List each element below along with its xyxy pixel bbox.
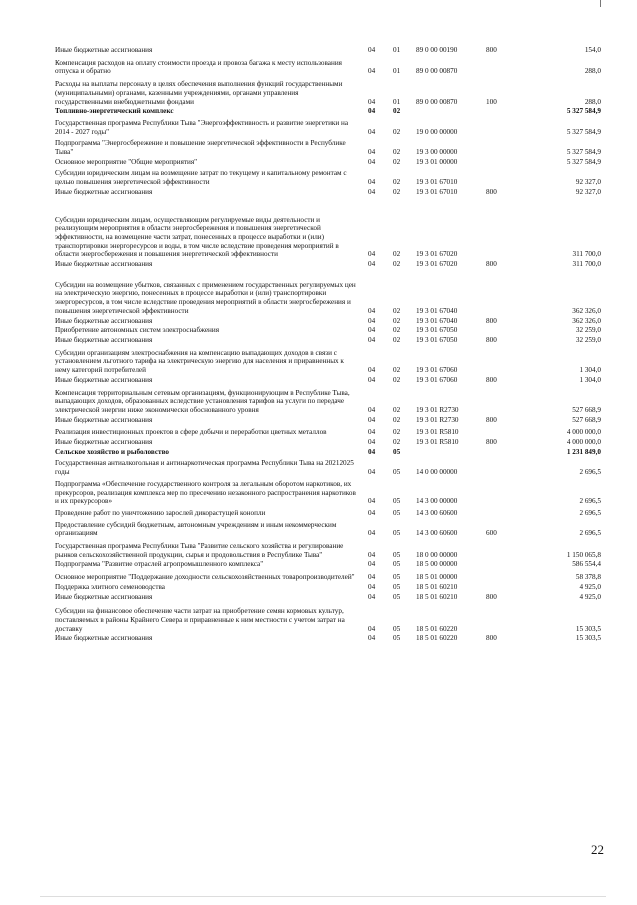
row-expense-type-code [486, 538, 521, 559]
row-name: Топливно-энергетический комплекс [55, 107, 174, 116]
row-target-code: 19 3 01 67060 [416, 375, 458, 384]
row-target-code: 19 3 01 67010 [416, 178, 458, 187]
row-expense-type-code [486, 55, 521, 76]
table-row [55, 447, 603, 457]
row-section-code: 04 [368, 624, 376, 633]
row-target-code: 18 5 01 60220 [416, 624, 458, 633]
row-section-code: 04 [368, 560, 376, 569]
row-subsection-code: 05 [393, 529, 401, 538]
table-row [55, 456, 603, 476]
row-amount: 4 925,0 [579, 592, 601, 601]
row-subsection-code: 01 [393, 67, 401, 76]
row-section-code: 04 [368, 582, 376, 591]
row-name: Государственная программа Республики Тыва "Энергоэффективность и развитие энергетики на 2014 - 2027 годы" [55, 118, 349, 136]
row-section-code: 04 [368, 366, 376, 375]
row-section-code: 04 [368, 306, 376, 315]
budget-table-body [55, 46, 603, 643]
row-name: Подпрограмма "Развитие отраслей агропромышленного комплекса" [55, 560, 264, 569]
row-target-code: 19 3 01 R5810 [416, 438, 459, 447]
row-name: Иные бюджетные ассигнования [55, 634, 153, 643]
row-expense-type-code [486, 506, 521, 518]
row-target-code: 19 3 01 00000 [416, 157, 458, 166]
row-expense-type-code: 800 [486, 375, 497, 384]
row-subsection-code: 05 [393, 592, 401, 601]
row-target-code: 19 3 01 67040 [416, 306, 458, 315]
row-subsection-code: 02 [393, 127, 401, 136]
row-subsection-code: 02 [393, 260, 401, 269]
row-expense-type-code: 800 [486, 316, 497, 325]
row-target-code: 19 3 01 67020 [416, 260, 458, 269]
row-amount: 311 700,0 [572, 260, 601, 269]
row-subsection-code: 02 [393, 415, 401, 424]
row-amount: 311 700,0 [572, 250, 601, 259]
row-expense-type-code [486, 136, 521, 156]
row-name: Иные бюджетные ассигнования [55, 316, 153, 325]
table-row [55, 437, 603, 447]
row-name: Иные бюджетные ассигнования [55, 260, 153, 269]
row-target-code: 19 3 01 67040 [416, 316, 458, 325]
row-expense-type-code: 600 [486, 529, 497, 538]
row-expense-type-code: 800 [486, 187, 497, 196]
row-name: Расходы на выплаты персоналу в целях обеспечения выполнения функций государственными (муниципальными) органами, казенными учреждениями, органами управления государственными внебюджетными фондами [55, 80, 343, 106]
table-row [55, 633, 603, 643]
row-target-code [414, 106, 486, 116]
table-row [55, 325, 603, 335]
row-expense-type-code [486, 456, 521, 476]
table-row [55, 316, 603, 326]
table-row [55, 46, 603, 55]
row-amount: 5 327 584,9 [566, 148, 601, 157]
table-row [55, 259, 603, 269]
row-amount: 4 000 000,0 [566, 438, 601, 447]
row-name: Субсидии юридическим лицам, осуществляющим регулируемые виды деятельности и реализующим мероприятия в области энергосбережения и повышения энергетической эффективности, на возмещение части затрат, понесенных в процессе выработки и (или) транспортировки энергоресурсов и воды, в том числе вследствие проведения мероприятий в области энергосбережения и повышения энергетической эффективности [55, 215, 339, 259]
row-amount: 1 304,0 [579, 366, 601, 375]
row-section-code: 04 [368, 634, 376, 643]
row-amount: 1 231 849,0 [566, 447, 601, 456]
row-subsection-code: 05 [393, 624, 401, 633]
table-row [55, 116, 603, 136]
row-section-code: 04 [368, 187, 376, 196]
page-number: 22 [591, 842, 604, 857]
row-amount: 527 668,9 [572, 405, 601, 414]
row-subsection-code: 02 [393, 157, 401, 166]
row-subsection-code: 02 [393, 375, 401, 384]
row-expense-type-code [486, 385, 521, 415]
row-section-code: 04 [368, 428, 376, 437]
row-subsection-code: 05 [393, 468, 401, 477]
row-section-code: 04 [368, 178, 376, 187]
row-target-code: 19 3 01 R5810 [416, 428, 459, 437]
row-target-code: 19 3 01 67010 [416, 187, 458, 196]
row-name: Основное мероприятие "Общие мероприятия" [55, 157, 198, 166]
row-name: Компенсация территориальным сетевым организациям, функционирующим в Республике Тыва, выпадающих доходов, образованных вследствие установления тарифов на услуги по передаче электрической энергии ниже экономически обоснованного уровня [55, 388, 350, 414]
row-expense-type-code: 800 [486, 415, 497, 424]
footer-line [40, 896, 606, 897]
row-subsection-code: 05 [393, 560, 401, 569]
row-name: Иные бюджетные ассигнования [55, 592, 153, 601]
row-amount: 288,0 [584, 67, 601, 76]
row-target-code: 19 3 00 00000 [416, 148, 458, 157]
row-name: Субсидии юридическим лицам на возмещение затрат по текущему и капитальному ремонтам с целью повышения энергетической эффективности [55, 169, 347, 187]
table-row [55, 477, 603, 506]
row-section-code: 04 [368, 447, 376, 456]
row-target-code: 19 3 01 67050 [416, 326, 458, 335]
row-expense-type-code [486, 269, 521, 316]
row-amount: 4 000 000,0 [566, 428, 601, 437]
row-target-code: 89 0 00 00870 [416, 67, 458, 76]
row-expense-type-code [486, 477, 521, 506]
row-expense-type-code [486, 582, 521, 592]
row-amount: 5 327 584,9 [566, 107, 601, 116]
row-name: Основное мероприятие "Поддержание доходности сельскохозяйственных товаропроизводителей" [55, 573, 355, 582]
row-amount: 5 327 584,9 [566, 157, 601, 166]
row-section-code: 04 [368, 148, 376, 157]
row-expense-type-code [486, 569, 521, 582]
row-name: Приобретение автономных систем электроснабжения [55, 326, 220, 335]
row-target-code [414, 447, 486, 457]
row-target-code: 18 5 01 00000 [416, 573, 458, 582]
row-section-code: 04 [368, 497, 376, 506]
row-name: Компенсация расходов на оплату стоимости проезда и провоза багажа к месту использования отпуска и обратно [55, 58, 342, 76]
table-row [55, 55, 603, 76]
row-name: Поддержка элитного семеноводства [55, 582, 165, 591]
row-section-code: 04 [368, 375, 376, 384]
row-name: Государственная программа Республики Тыва "Развитие сельского хозяйства и регулирование рынков сельскохозяйственной продукции, сырья и продовольствия в Республике Тыва" [55, 542, 344, 559]
row-target-code: 18 5 00 00000 [416, 560, 458, 569]
row-section-code: 04 [368, 550, 376, 559]
row-section-code: 04 [368, 250, 376, 259]
row-subsection-code: 05 [393, 634, 401, 643]
row-target-code: 19 3 01 67050 [416, 335, 458, 344]
row-section-code: 04 [368, 415, 376, 424]
row-subsection-code: 02 [393, 366, 401, 375]
row-subsection-code: 02 [393, 107, 401, 116]
row-subsection-code: 02 [393, 405, 401, 414]
table-row [55, 385, 603, 415]
row-subsection-code: 02 [393, 178, 401, 187]
row-amount: 2 696,5 [579, 468, 601, 477]
row-target-code: 14 0 00 00000 [416, 468, 458, 477]
row-amount: 2 696,5 [579, 508, 601, 517]
row-amount: 32 259,0 [575, 326, 601, 335]
row-expense-type-code [486, 116, 521, 136]
table-row [55, 157, 603, 167]
row-subsection-code: 02 [393, 326, 401, 335]
row-subsection-code: 05 [393, 508, 401, 517]
row-target-code: 19 0 00 00000 [416, 127, 458, 136]
row-section-code: 04 [368, 46, 376, 54]
row-expense-type-code: 800 [486, 592, 497, 601]
row-amount: 5 327 584,9 [566, 127, 601, 136]
row-amount: 1 150 065,8 [566, 550, 601, 559]
row-name: Иные бюджетные ассигнования [55, 415, 153, 424]
row-section-code: 04 [368, 508, 376, 517]
row-name: Предоставление субсидий бюджетным, автономным учреждениям и иным некоммерческим организациям [55, 520, 337, 538]
row-name: Субсидии на возмещение убытков, связанных с применением государственных регулируемых цен на электрическую энергию, понесенных в процессе выработки и (или) транспортировки энергоресурсов, в том числе вследствие проведения мероприятий в области энергосбережения и повышения энергетической эффективности [55, 280, 356, 315]
table-row [55, 506, 603, 518]
table-row [55, 187, 603, 197]
row-expense-type-code: 800 [486, 46, 497, 54]
table-row [55, 415, 603, 425]
row-subsection-code: 02 [393, 187, 401, 196]
row-subsection-code: 05 [393, 497, 401, 506]
row-name: Сельское хозяйство и рыболовство [55, 447, 170, 456]
row-subsection-code: 05 [393, 447, 401, 456]
row-target-code: 18 5 01 60210 [416, 582, 458, 591]
row-expense-type-code: 100 [486, 97, 497, 106]
row-subsection-code: 05 [393, 573, 401, 582]
table-row [55, 582, 603, 592]
row-section-code: 04 [368, 335, 376, 344]
table-row [55, 601, 603, 633]
row-target-code: 89 0 00 00190 [416, 46, 458, 54]
row-expense-type-code: 800 [486, 634, 497, 643]
row-subsection-code: 02 [393, 250, 401, 259]
row-name: Субсидии организациям электроснабжения на компенсацию выпадающих доходов в связи с установлением льготного тарифа на электрическую энергию для населения и приравненных к нему категорий потребителей [55, 348, 344, 375]
row-target-code: 19 3 01 67060 [416, 366, 458, 375]
row-subsection-code: 02 [393, 148, 401, 157]
row-section-code: 04 [368, 127, 376, 136]
row-subsection-code: 02 [393, 316, 401, 325]
row-expense-type-code [486, 197, 521, 260]
row-amount: 586 554,4 [572, 560, 601, 569]
table-row [55, 375, 603, 385]
scan-edge-mark [600, 0, 601, 7]
row-expense-type-code: 800 [486, 335, 497, 344]
row-name: Субсидии на финансовое обеспечение части затрат на приобретение семян кормовых культур, поставляемых в районы Крайнего Севера и приравненные к ним местности с учетом затрат на доставку [55, 607, 345, 633]
row-name: Государственная антиалкогольная и антинаркотическая программа Республики Тыва на 20212025 годы [55, 459, 354, 477]
row-amount: 2 696,5 [579, 529, 601, 538]
row-target-code: 19 3 01 R2730 [416, 405, 459, 414]
row-amount: 15 303,5 [575, 634, 601, 643]
row-expense-type-code: 800 [486, 438, 497, 447]
row-section-code: 04 [368, 107, 376, 116]
table-row [55, 76, 603, 106]
row-expense-type-code [486, 106, 521, 116]
budget-table [55, 46, 603, 643]
row-section-code: 04 [368, 316, 376, 325]
row-section-code: 04 [368, 326, 376, 335]
row-subsection-code: 05 [393, 550, 401, 559]
row-subsection-code: 02 [393, 306, 401, 315]
row-expense-type-code [486, 601, 521, 633]
table-row [55, 345, 603, 375]
row-name: Реализация инвестиционных проектов в сфере добычи и переработки цветных металлов [55, 428, 327, 437]
row-name: Подпрограмма «Обеспечение государственного контроля за легальным оборотом наркотиков, их прекурсоров, реализация комплекса мер по пресечению незаконного распространения наркотиков и их прекурсоров» [55, 479, 356, 506]
row-name: Проведение работ по уничтожению зарослей дикорастущей конопли [55, 508, 266, 517]
row-name: Иные бюджетные ассигнования [55, 187, 153, 196]
row-amount: 154,0 [584, 46, 601, 54]
row-expense-type-code: 800 [486, 260, 497, 269]
row-subsection-code: 01 [393, 97, 401, 106]
row-section-code: 04 [368, 438, 376, 447]
row-section-code: 04 [368, 405, 376, 414]
row-target-code: 18 5 01 60220 [416, 634, 458, 643]
row-amount: 15 303,5 [575, 624, 601, 633]
row-section-code: 04 [368, 573, 376, 582]
row-amount: 288,0 [584, 97, 601, 106]
row-amount: 1 304,0 [579, 375, 601, 384]
row-amount: 32 259,0 [575, 335, 601, 344]
row-subsection-code: 02 [393, 335, 401, 344]
row-subsection-code: 01 [393, 46, 401, 54]
table-row [55, 269, 603, 316]
row-amount: 362 326,0 [572, 306, 601, 315]
row-section-code: 04 [368, 592, 376, 601]
table-row [55, 592, 603, 602]
row-expense-type-code [486, 325, 521, 335]
table-row [55, 197, 603, 260]
row-amount: 4 925,0 [579, 582, 601, 591]
row-name: Подпрограмма "Энергосбережение и повышение энергетической эффективности в Республике Тыва" [55, 139, 346, 157]
row-target-code: 18 0 00 00000 [416, 550, 458, 559]
row-target-code: 14 3 00 60600 [416, 508, 458, 517]
row-section-code: 04 [368, 260, 376, 269]
table-row [55, 136, 603, 156]
row-name: Иные бюджетные ассигнования [55, 375, 153, 384]
row-expense-type-code [486, 157, 521, 167]
row-amount: 527 668,9 [572, 415, 601, 424]
row-target-code: 14 3 00 60600 [416, 529, 458, 538]
row-expense-type-code [486, 424, 521, 437]
row-amount: 58 378,8 [575, 573, 601, 582]
table-row [55, 106, 603, 116]
row-expense-type-code [486, 447, 521, 457]
row-section-code: 04 [368, 157, 376, 166]
row-section-code: 04 [368, 529, 376, 538]
row-name: Иные бюджетные ассигнования [55, 335, 153, 344]
row-target-code: 89 0 00 00870 [416, 97, 458, 106]
row-expense-type-code [486, 166, 521, 186]
row-amount: 92 327,0 [575, 178, 601, 187]
table-row [55, 166, 603, 186]
row-amount: 2 696,5 [579, 497, 601, 506]
row-amount: 92 327,0 [575, 187, 601, 196]
row-section-code: 04 [368, 67, 376, 76]
row-target-code: 19 3 01 R2730 [416, 415, 459, 424]
row-subsection-code: 02 [393, 438, 401, 447]
row-subsection-code: 02 [393, 428, 401, 437]
row-target-code: 19 3 01 67020 [416, 250, 458, 259]
row-expense-type-code [486, 345, 521, 375]
row-amount: 362 326,0 [572, 316, 601, 325]
row-expense-type-code [486, 559, 521, 569]
table-row [55, 335, 603, 345]
row-name: Иные бюджетные ассигнования [55, 46, 153, 54]
row-section-code: 04 [368, 468, 376, 477]
row-name: Иные бюджетные ассигнования [55, 438, 153, 447]
row-subsection-code: 05 [393, 582, 401, 591]
row-target-code: 18 5 01 60210 [416, 592, 458, 601]
row-section-code: 04 [368, 97, 376, 106]
table-row [55, 424, 603, 437]
table-row [55, 559, 603, 569]
row-target-code: 14 3 00 00000 [416, 497, 458, 506]
table-row [55, 538, 603, 559]
table-row [55, 518, 603, 538]
table-row [55, 569, 603, 582]
